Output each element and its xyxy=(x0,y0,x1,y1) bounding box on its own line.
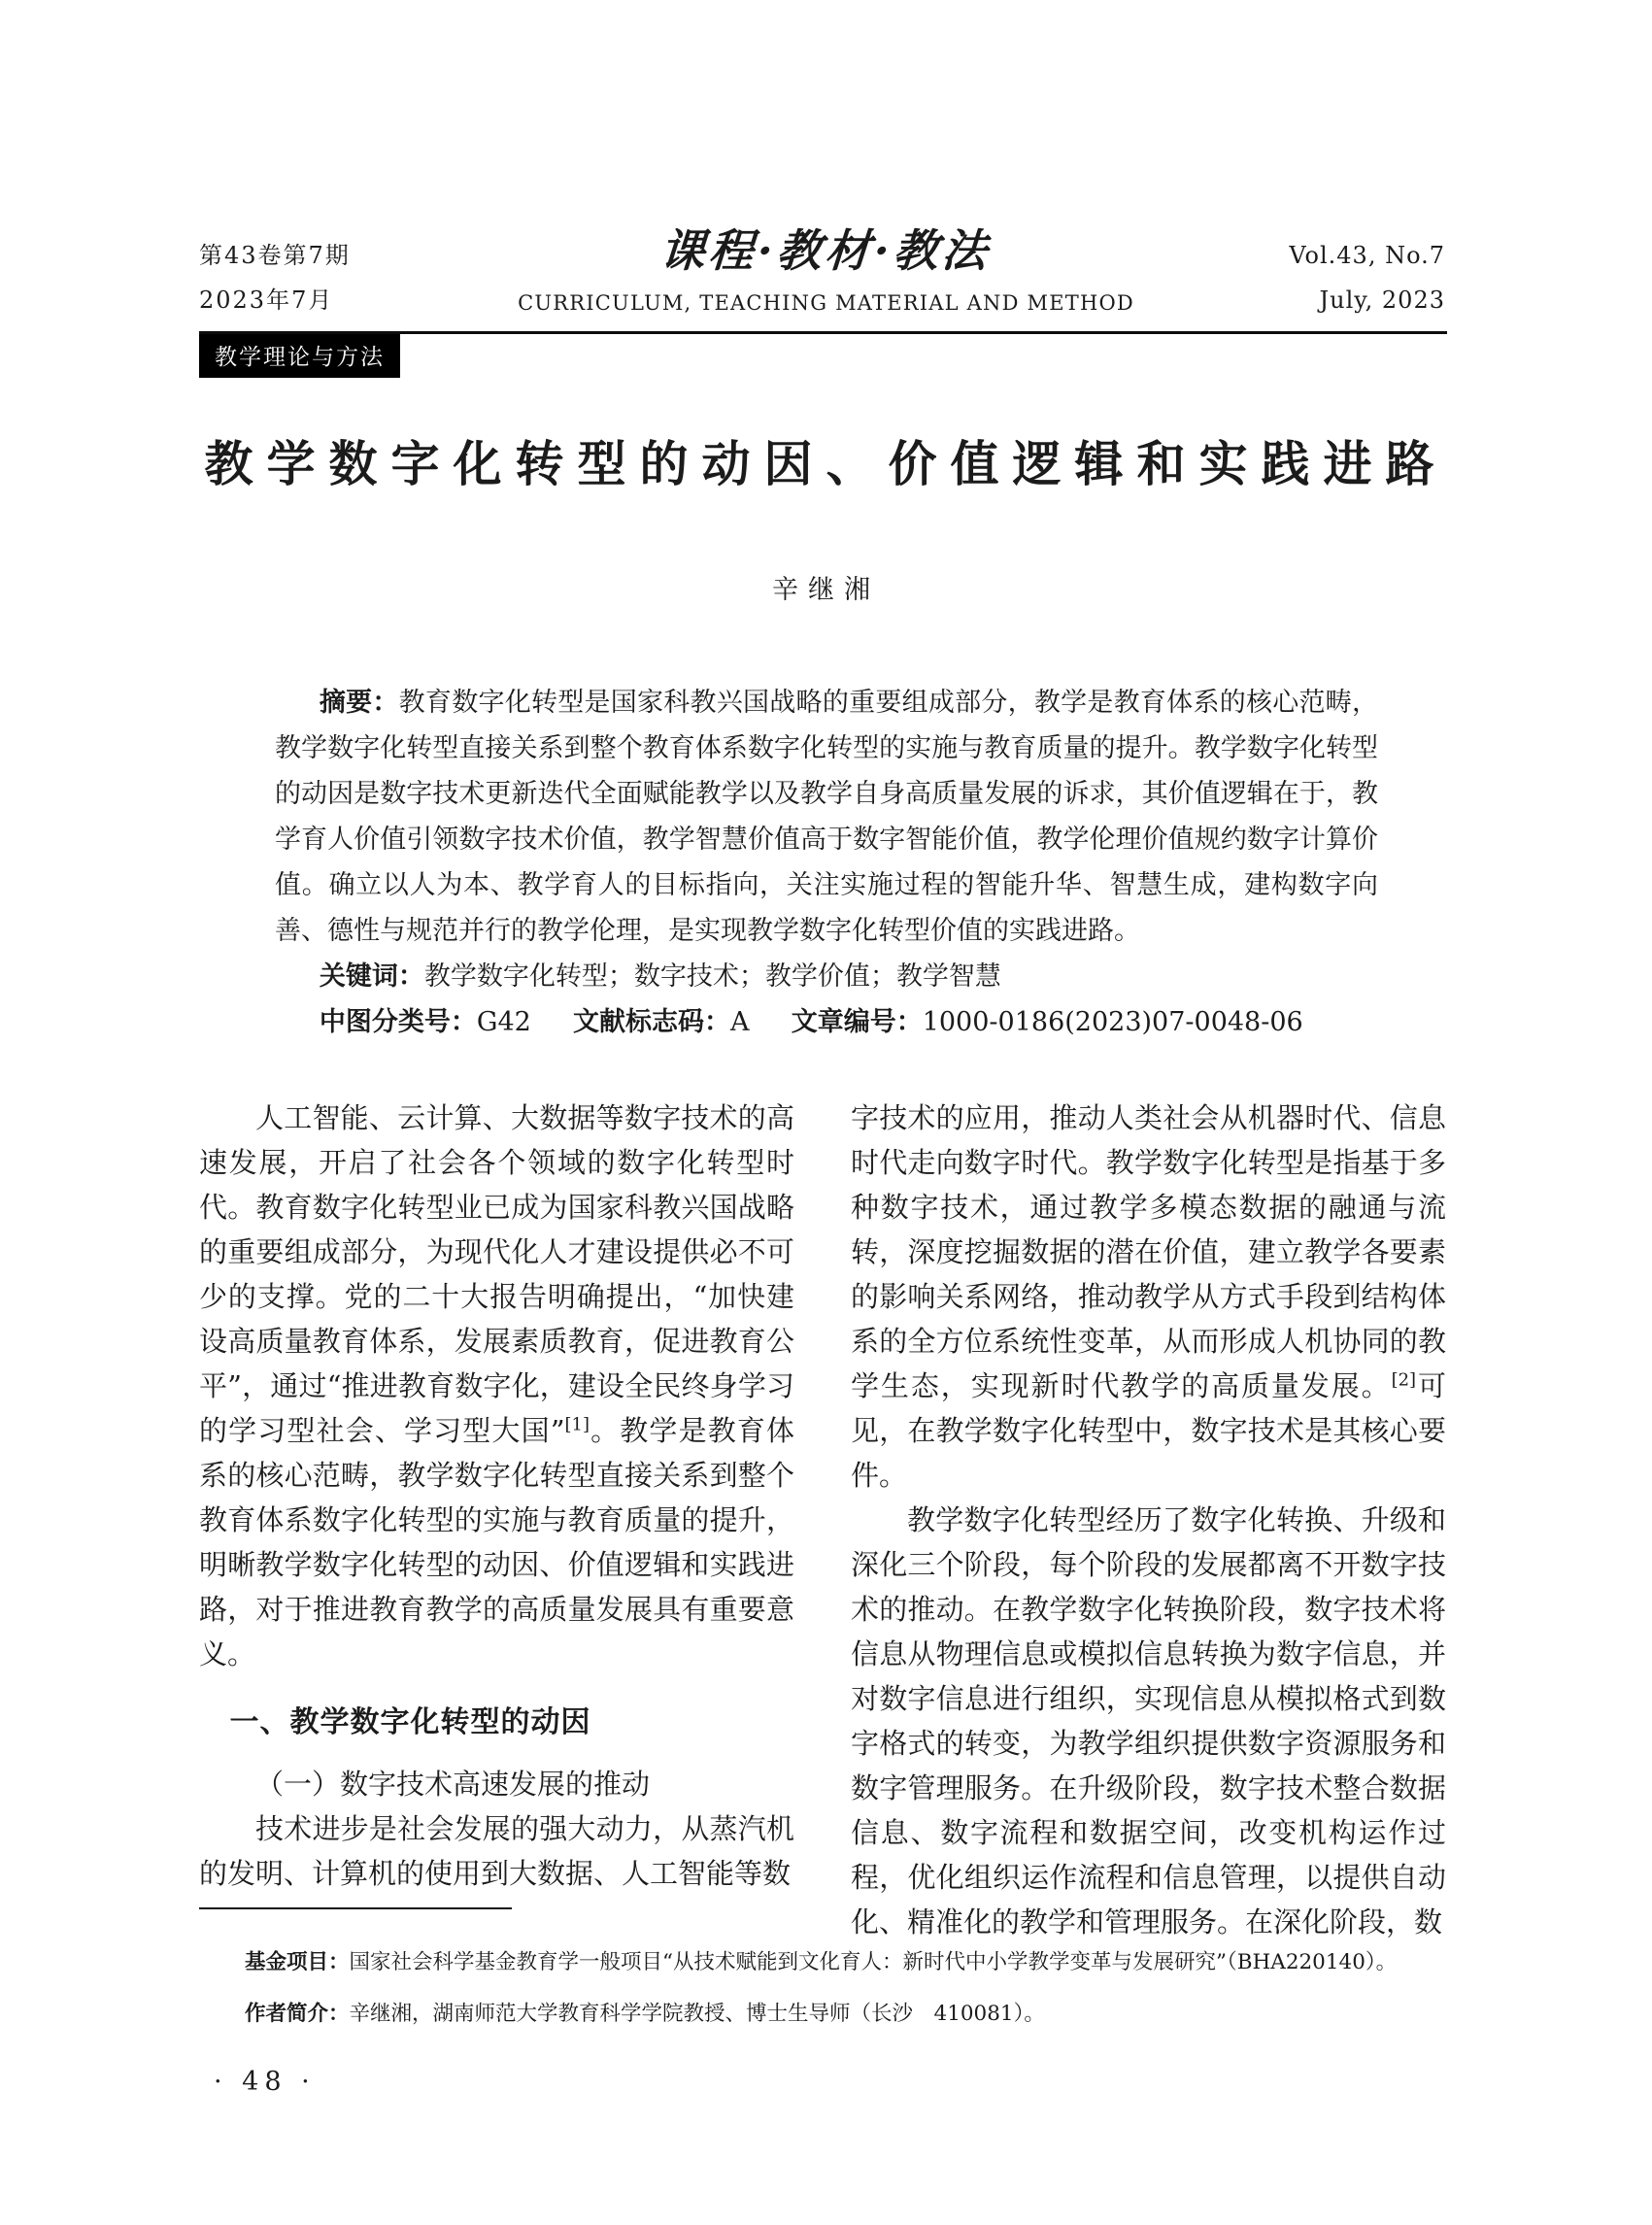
right-paragraph-2: 教学数字化转型经历了数字化转换、升级和深化三个阶段，每个阶段的发展都离不开数字技术的推动。在教学数字化转换阶段，数字技术将信息从物理信息或模拟信息转换为数字信息，并对数字信息进行组织，实现信息从模拟格式到数字格式的转变，为教学组织提供数字资源服务和数字管理服务。在升级阶段，数字技术整合数据信息、数字流程和数据空间，改变机构运作过程，优化组织运作流程和信息管理，以提供自动化、精准化的教学和管理服务。在深化阶段，数 xyxy=(851,1503,1446,1938)
left-paragraph-1 xyxy=(199,1096,794,1676)
subsection-heading-1-1: （一）数字技术高速发展的推动 xyxy=(255,1768,651,1801)
abstract-text: 教育数字化转型是国家科教兴国战略的重要组成部分，教学是教育体系的核心范畴，教学数字化转型直接关系到整个教育体系数字化转型的实施与教育质量的提升。教学数字化转型的动因是数字技术更新迭代全面赋能教学以及教学自身高质量发展的诉求，其价值逻辑在于，教学育人价值引领数字技术价值，教学智慧价值高于数字智能价值，教学伦理价值规约数字计算价值。确立以人为本、教学育人的目标指向，关注实施过程的智能升华、智慧生成，建构数字向善、德性与规范并行的教学伦理，是实现教学数字化转型价值的实践进路。 xyxy=(275,688,1379,946)
article-id-value: 1000-0186(2023)07-0048-06 xyxy=(922,1007,1303,1037)
body-right-column xyxy=(851,1096,1446,1944)
reference-marker-2: [2] xyxy=(1391,1369,1417,1391)
left-paragraph-2: 技术进步是社会发展的强大动力，从蒸汽机的发明、计算机的使用到大数据、人工智能等数 xyxy=(199,1812,794,1890)
journal-name-en: CURRICULUM, TEACHING MATERIAL AND METHOD xyxy=(518,291,1134,315)
clc-label: 中图分类号： xyxy=(319,1007,477,1036)
author-bio-line xyxy=(199,1988,1458,2040)
footnote-separator xyxy=(199,1907,512,1909)
section-heading-1: 一、教学数字化转型的动因 xyxy=(229,1706,591,1738)
volume-issue-cn: 第43卷第7期 xyxy=(199,242,351,269)
article-author: 辛继湘 xyxy=(772,575,880,605)
reference-marker-1: [1] xyxy=(564,1414,590,1435)
right-p1-text-after: 可见，在教学数字化转型中，数字技术是其核心要件。 xyxy=(851,1369,1446,1492)
bio-text: 辛继湘，湖南师范大学教育科学学院教授、博士生导师（长沙 410081）。 xyxy=(349,2002,1045,2026)
bio-label: 作者简介： xyxy=(245,2002,350,2025)
date-cn: 2023年7月 xyxy=(199,287,334,314)
abstract-label: 摘要： xyxy=(319,688,399,717)
fund-project-line xyxy=(199,1937,1458,1988)
right-paragraph-1 xyxy=(851,1096,1446,1498)
fund-text: 国家社会科学基金教育学一般项目“从技术赋能到文化育人：新时代中小学教学变革与发展研究”（BHA220140）。 xyxy=(349,1950,1398,1974)
right-p1-text: 字技术的应用，推动人类社会从机器时代、信息时代走向数字时代。教学数字化转型是指基于多种数字技术，通过教学多模态数据的融通与流转，深度挖掘数据的潜在价值，建立教学各要素的影响关系网络，推动教学从方式手段到结构体系的全方位系统性变革，从而形成人机协同的教学生态，实现新时代教学的高质量发展。 xyxy=(851,1101,1446,1402)
doc-code-label: 文献标志码： xyxy=(573,1007,731,1036)
page-number: · 48 · xyxy=(214,2067,316,2097)
header-right xyxy=(1289,233,1445,322)
column-badge: 教学理论与方法 xyxy=(199,334,400,378)
doc-code-value: A xyxy=(730,1007,750,1037)
body-left-column xyxy=(199,1096,794,1896)
keywords-label: 关键词： xyxy=(319,961,424,991)
footnotes-block xyxy=(199,1937,1458,2040)
left-p1-text: 人工智能、云计算、大数据等数字技术的高速发展，开启了社会各个领域的数字化转型时代。教育数字化转型业已成为国家科教兴国战略的重要组成部分，为现代化人才建设提供必不可少的支撑。党的二十大报告明确提出，“加快建设高质量教育体系，发展素质教育，促进教育公平”，通过“推进教育数字化，建设全民终身学习的学习型社会、学习型大国” xyxy=(199,1101,794,1447)
abstract-block xyxy=(275,680,1378,1045)
fund-label: 基金项目： xyxy=(245,1950,350,1973)
left-p1-text-after: 。教学是教育体系的核心范畴，教学数字化转型直接关系到整个教育体系数字化转型的实施与教育质量的提升，明晰教学数字化转型的动因、价值逻辑和实践进路，对于推进教育教学的高质量发展具有重要意义。 xyxy=(199,1414,794,1670)
volume-issue-en: Vol.43, No.7 xyxy=(1289,242,1445,269)
abstract-paragraph xyxy=(275,680,1378,954)
article-title: 教学数字化转型的动因、价值逻辑和实践进路 xyxy=(204,437,1448,491)
journal-name-logo: 课程·教材·教法 xyxy=(658,224,994,277)
date-en: July, 2023 xyxy=(1319,287,1445,314)
article-id-label: 文章编号： xyxy=(791,1007,923,1036)
keywords-line xyxy=(275,954,1378,999)
clc-value: G42 xyxy=(476,1007,531,1037)
keywords-text: 教学数字化转型；数字技术；教学价值；教学智慧 xyxy=(423,961,1001,992)
classification-line xyxy=(275,999,1378,1045)
header-center xyxy=(291,216,1361,315)
